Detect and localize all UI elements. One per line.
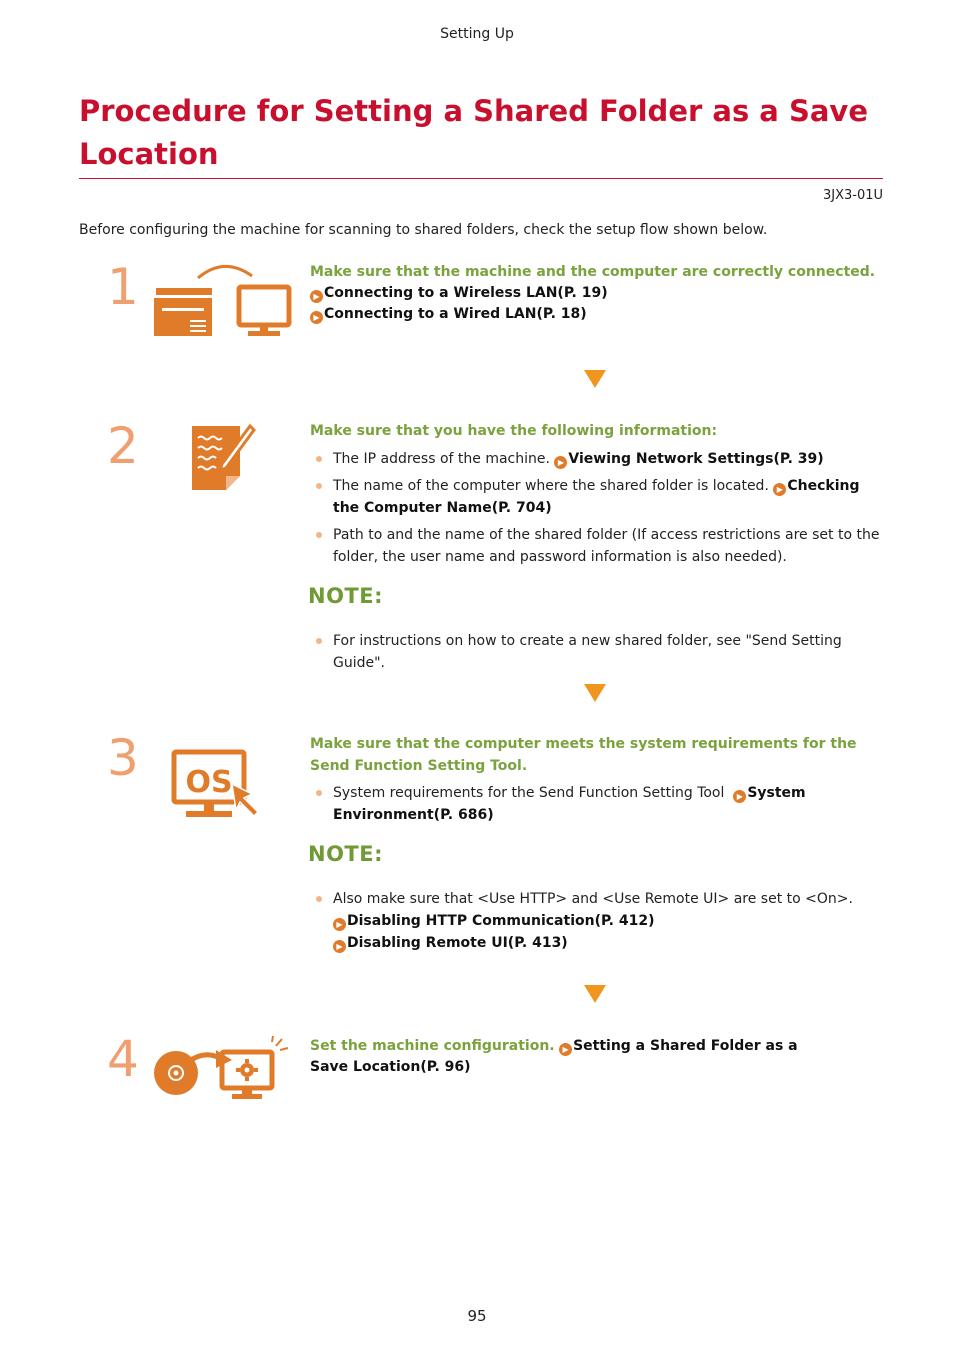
os-label: OS (185, 765, 233, 800)
step-2-requirements-list (310, 448, 885, 573)
flow-arrow-down-icon (584, 684, 606, 702)
link-arrow-icon: ▶ (333, 940, 346, 953)
flow-arrow-down-icon (584, 985, 606, 1003)
step-1-heading: Make sure that the machine and the computer are correctly connected. (310, 264, 876, 280)
link-system-environment[interactable]: ▶ System Environment(P. 686) (333, 785, 806, 823)
link-arrow-icon: ▶ (310, 311, 323, 324)
list-item: The IP address of the machine. ▶ Viewing Network Settings(P. 39) (310, 448, 885, 470)
link-arrow-icon: ▶ (733, 790, 746, 803)
notepad-pencil-icon (190, 424, 256, 492)
machine-computer-connection-icon (150, 262, 295, 338)
title-divider (79, 178, 883, 179)
link-setting-shared-folder[interactable]: ▶ Setting a Shared Folder as a Save Location(P. 96) (310, 1038, 798, 1075)
list-item: For instructions on how to create a new shared folder, see "Send Setting Guide". (310, 630, 890, 674)
list-item: Path to and the name of the shared folder (If access restrictions are set to the folder, the user name and password information is also needed). (310, 524, 885, 568)
page-number: 95 (467, 1307, 487, 1325)
link-arrow-icon: ▶ (773, 483, 786, 496)
link-wired-lan[interactable]: ▶ Connecting to a Wired LAN(P. 18) (310, 304, 587, 325)
intro-text: Before configuring the machine for scanning to shared folders, check the setup flow shown below. (79, 222, 768, 238)
step-2-heading: Make sure that you have the following information: (310, 423, 718, 439)
disc-install-to-computer-icon (152, 1036, 292, 1102)
link-arrow-icon: ▶ (554, 456, 567, 469)
link-disabling-http[interactable]: ▶ Disabling HTTP Communication(P. 412) (333, 913, 654, 929)
os-computer-cursor-icon (170, 748, 262, 822)
page-title: Procedure for Setting a Shared Folder as a Save Location (79, 94, 869, 171)
link-checking-computer-name[interactable]: ▶ Checking the Computer Name(P. 704) (333, 478, 860, 516)
list-item: System requirements for the Send Function Setting Tool ▶ System Environment(P. 686) (310, 782, 885, 826)
step-number-3: 3 (107, 729, 139, 787)
document-id: 3JX3-01U (822, 188, 883, 203)
step-number-1: 1 (107, 258, 139, 316)
link-arrow-icon: ▶ (310, 290, 323, 303)
link-wireless-lan[interactable]: ▶ Connecting to a Wireless LAN(P. 19) (310, 283, 608, 304)
list-item: The name of the computer where the shared folder is located. ▶ Checking the Computer Name(P. 704) (310, 475, 885, 519)
step-3-note-list (310, 888, 885, 959)
note-label: NOTE: (308, 584, 383, 608)
step-number-2: 2 (107, 417, 139, 475)
list-item: Also make sure that <Use HTTP> and <Use Remote UI> are set to <On>. ▶ Disabling HTTP Communication(P. 412) ▶ Disabling Remote UI(P. 413) (310, 888, 885, 954)
step-4-heading: Set the machine configuration. (310, 1038, 555, 1054)
step-3-requirements-list (310, 782, 885, 831)
link-disabling-remote-ui[interactable]: ▶ Disabling Remote UI(P. 413) (333, 935, 568, 951)
step-2-note-list (310, 630, 890, 679)
step-number-4: 4 (107, 1030, 139, 1088)
step-3-heading: Make sure that the computer meets the system requirements for the Send Function Setting Tool. (310, 736, 857, 774)
note-label: NOTE: (308, 842, 383, 866)
flow-arrow-down-icon (584, 370, 606, 388)
step-4-text (310, 1035, 830, 1078)
running-head: Setting Up (440, 26, 514, 42)
link-viewing-network-settings[interactable]: ▶ Viewing Network Settings(P. 39) (554, 451, 823, 467)
link-arrow-icon: ▶ (333, 918, 346, 931)
link-arrow-icon: ▶ (559, 1043, 572, 1056)
